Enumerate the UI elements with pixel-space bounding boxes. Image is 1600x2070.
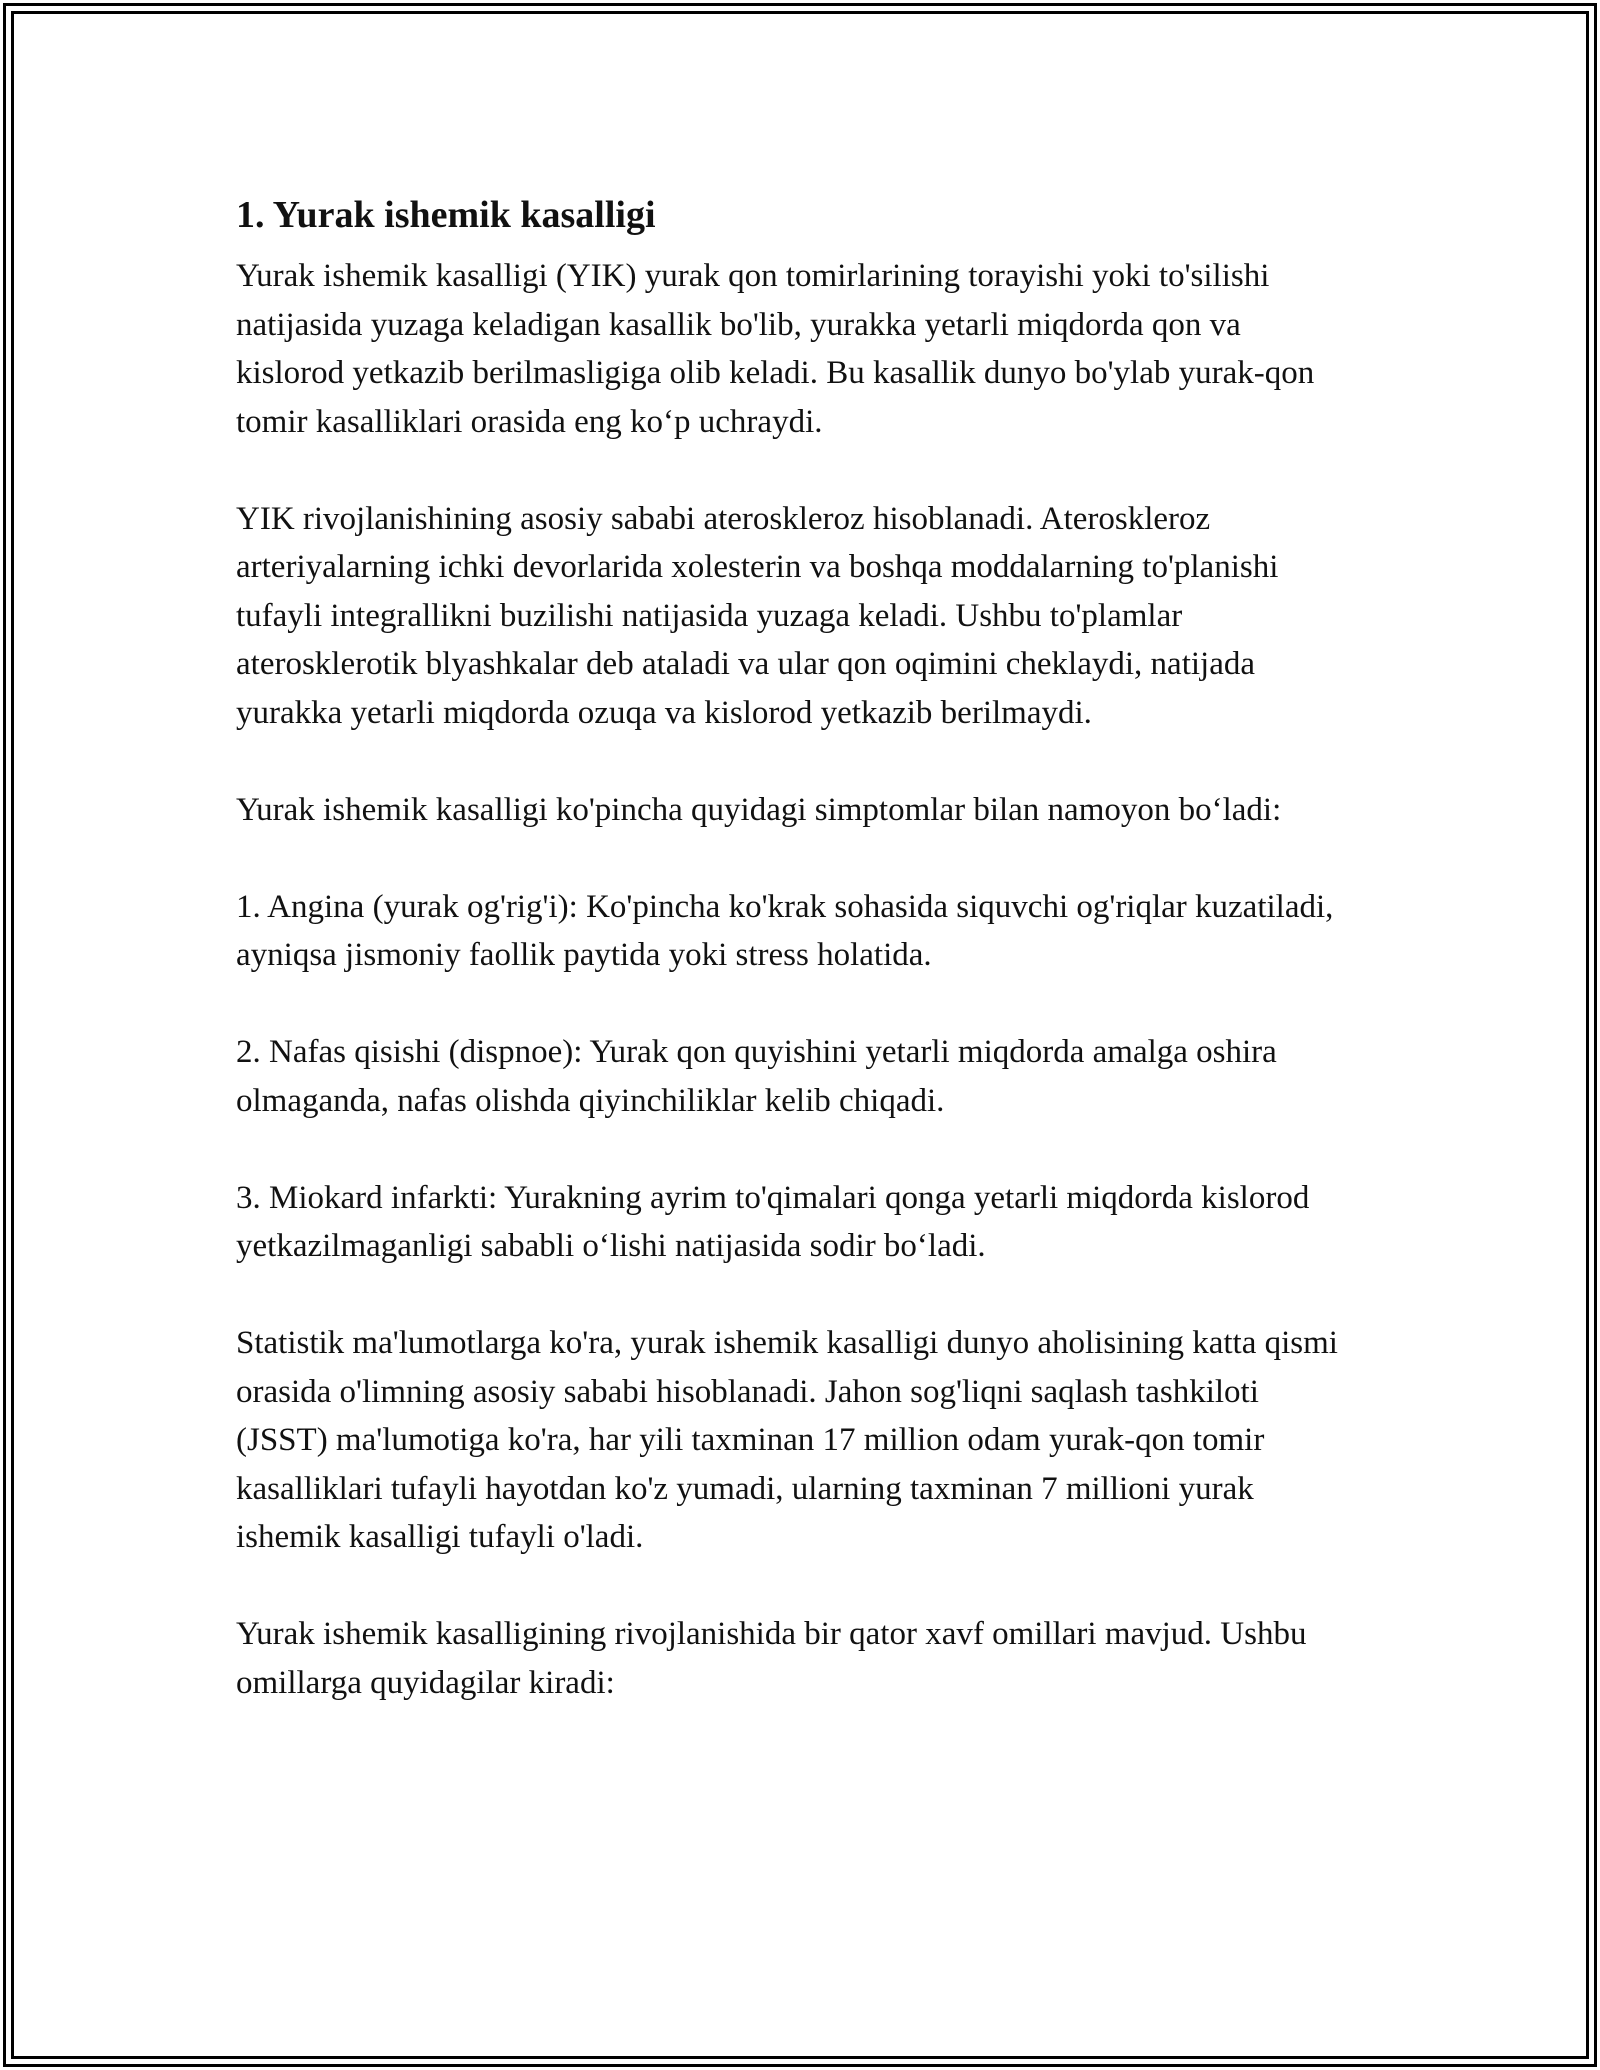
list-item-angina: 1. Angina (yurak og'rig'i): Ko'pincha ko'krak sohasida siquvchi og'riqlar kuzatiladi, ayniqsa jismoniy faollik paytida yoki stress holatida. bbox=[236, 888, 1334, 973]
paragraph-statistics: Statistik ma'lumotlarga ko'ra, yurak ishemik kasalligi dunyo aholisining katta qismi orasida o'limning asosiy sababi hisoblanadi. Jahon sog'liqni saqlash tashkiloti (JSST) ma'lumotiga ko'ra, har yili taxminan 17 million odam yurak-qon tomir kasalliklari tufayli hayotdan ko'z yumadi, ularning taxminan 7 millioni yurak ishemik kasalligi tufayli o'ladi. bbox=[236, 1325, 1338, 1555]
paragraph-symptoms-intro: Yurak ishemik kasalligi ko'pincha quyidagi simptomlar bilan namoyon bo‘ladi: bbox=[236, 791, 1282, 828]
document-body bbox=[236, 186, 1356, 1756]
paragraph-intro: Yurak ishemik kasalligi (YIK) yurak qon tomirlarining torayishi yoki to'silishi natijasida yuzaga keladigan kasallik bo'lib, yurakka yetarli miqdorda qon va kislorod yetkazib berilmasligiga olib keladi. Bu kasallik dunyo bo'ylab yurak-qon tomir kasalliklari orasida eng ko‘p uchraydi. bbox=[236, 258, 1315, 440]
paragraph-risk-factors: Yurak ishemik kasalligining rivojlanishida bir qator xavf omillari mavjud. Ushbu omillarga quyidagilar kiradi: bbox=[236, 1616, 1307, 1701]
list-item-infarction: 3. Miokard infarkti: Yurakning ayrim to'qimalari qonga yetarli miqdorda kislorod yetkazilmaganligi sababli o‘lishi natijasida sodir bo‘ladi. bbox=[236, 1179, 1310, 1264]
list-item-dyspnea: 2. Nafas qisishi (dispnoe): Yurak qon quyishini yetarli miqdorda amalga oshira olmaganda, nafas olishda qiyinchiliklar kelib chiqadi. bbox=[236, 1034, 1277, 1119]
section-heading: 1. Yurak ishemik kasalligi bbox=[236, 194, 656, 236]
paragraph-cause: YIK rivojlanishining asosiy sababi ateroskleroz hisoblanadi. Ateroskleroz arteriyalarning ichki devorlarida xolesterin va boshqa moddalarning to'planishi tufayli integrallikni buzilishi natijasida yuzaga keladi. Ushbu to'plamlar aterosklerotik blyashkalar deb ataladi va ular qon oqimini cheklaydi, natijada yurakka yetarli miqdorda ozuqa va kislorod yetkazib berilmaydi. bbox=[236, 500, 1279, 731]
